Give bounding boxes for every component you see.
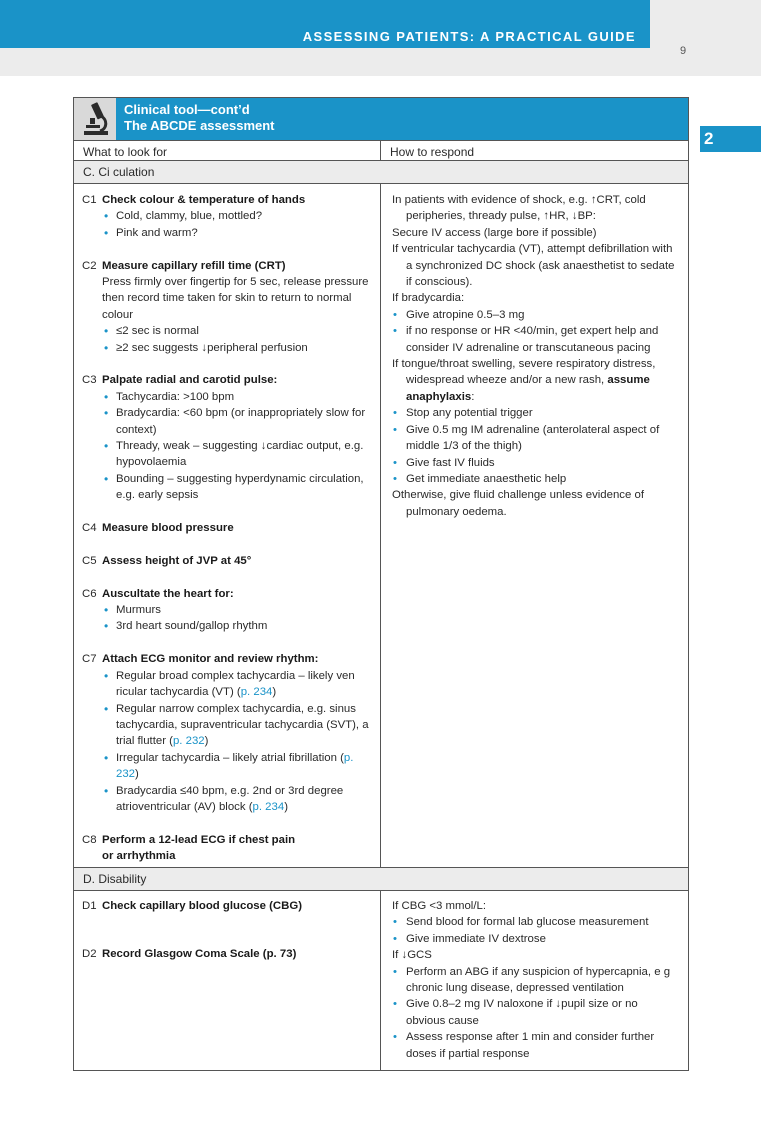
list-item: • Give 0.8–2 mg IV naloxone if ↓pupil size or no obvious cause [392,996,678,1029]
column-header-right: How to respond [381,140,688,161]
list-item: • ≤2 sec is normal [102,323,372,339]
list-item: • Assess response after 1 min and consider further doses if partial response [392,1029,678,1062]
list-item: • ≥2 sec suggests ↓peripheral perfusion [102,340,372,356]
item-description: Press firmly over fingertip for 5 sec, release pressure then record time taken for skin to return to normal colour [102,276,369,321]
check-item-d2: D2 Record Glasgow Coma Scale (p. 73) [82,948,297,961]
section-c-header [74,161,688,183]
check-item-d1: D1 Check capillary blood glucose (CBG) [82,900,303,912]
list-item: • Bradycardia: <60 bpm (or inappropriately slow for context) [102,405,372,438]
list-item: • Get immediate anaesthetic help [392,471,678,487]
divider [74,890,688,891]
divider [74,183,688,184]
list-item: • Regular broad complex tachycardia – likely ven ricular tachycardia (VT) (p. 234) [102,668,372,701]
tool-title-line2: The ABCDE assessment [124,118,275,133]
page-number: 9 [680,45,687,57]
check-item-c6: C6 Auscultate the heart for: • Murmurs • 3rd heart sound/gallop rhythm [82,586,372,635]
list-item: • Cold, clammy, blue, mottled? [102,208,372,224]
list-item: • Thready, weak – suggesting ↓cardiac output, e.g. hypovolaemia [102,438,372,471]
list-item: • Bounding – suggesting hyperdynamic circulation, e.g. early sepsis [102,471,372,504]
list-item: • Tachycardia: >100 bpm [102,389,372,405]
page-reference-link[interactable]: p. 73 [266,948,293,961]
page-reference-link[interactable]: p. 234 [252,800,285,813]
check-item-c2: C2 Measure capillary refill time (CRT) Press firmly over fingertip for 5 sec, release pressure then record time taken for skin to return to normal colour • ≤2 sec is normal • ≥2 sec suggests ↓peripheral perfusion [82,258,372,356]
chapter-tab: 2 [700,126,761,152]
list-item: • 3rd heart sound/gallop rhythm [102,618,372,634]
page-reference-link[interactable]: p. 232 [172,735,205,748]
section-d-header [74,868,688,890]
list-item: • Give 0.5 mg IM adrenaline (anterolateral aspect of middle 1/3 of the thigh) [392,422,678,455]
list-item: • Regular narrow complex tachycardia, e.g. sinus tachycardia, supraventricular tachycardia (SVT), a trial flutter (p. 232) [102,701,372,750]
list-item: • Perform an ABG if any suspicion of hypercapnia, e g chronic lung disease, depressed ventilation [392,964,678,997]
check-item-c5: C5 Assess height of JVP at 45° [82,554,252,567]
list-item: • Give atropine 0.5–3 mg [392,307,678,323]
column-divider [380,140,381,1070]
tool-icon-box [74,98,116,140]
list-item: • if no response or HR <40/min, get expert help and consider IV adrenaline or transcutaneous pacing [392,323,678,356]
page-reference-link[interactable]: p. 234 [240,686,273,699]
list-item: • Give fast IV fluids [392,455,678,471]
section-d-checks [82,898,372,979]
tool-title [116,98,688,140]
section-c-label: C. Ci culation [83,165,155,179]
list-item: • Irregular tachycardia – likely atrial fibrillation (p. 232) [102,750,372,783]
section-d-responses: If CBG <3 mmol/L: • Send blood for formal lab glucose measurement • Give immediate IV dextrose If ↓GCS • Perform an ABG if any suspicion of hypercapnia, e g chronic lung disease, depressed ventilation • Give 0.8–2 mg IV naloxone if ↓pupil size or no obvious cause • Assess response after 1 min and consider further doses if partial response [392,898,678,1062]
column-header-left: What to look for [74,140,381,161]
list-item: • Send blood for formal lab glucose measurement [392,914,678,930]
list-item: • Bradycardia ≤40 bpm, e.g. 2nd or 3rd degree atrioventricular (AV) block (p. 234) [102,783,372,816]
section-c-responses: In patients with evidence of shock, e.g. ↑CRT, cold peripheries, thready pulse, ↑HR, ↓BP: Secure IV access (large bore if possible) If ventricular tachycardia (VT), attempt defibrillation with a synchronized DC shock (ask anaesthetist to sedate if conscious). If bradycardia: • Give atropine 0.5–3 mg • if no response or HR <40/min, get expert help and consider IV adrenaline or transcutaneous pacing If tongue/throat swelling, severe respiratory distress, widespread wheeze and/or a new rash, assume anaphylaxis: • Stop any potential trigger • Give 0.5 mg IM adrenaline (anterolateral aspect of middle 1/3 of the thigh) • Give fast IV fluids • Get immediate anaesthetic help Otherwise, give fluid challenge unless evidence of pulmonary oedema. [392,192,678,520]
running-title: ASSESSING PATIENTS: A PRACTICAL GUIDE [302,29,636,44]
check-item-c8: C8 Perform a 12-lead ECG if chest pain or arrhythmia [82,833,296,863]
list-item: • Pink and warm? [102,225,372,241]
check-item-c1: C1 Check colour & temperature of hands • Cold, clammy, blue, mottled? • Pink and warm? [82,192,372,241]
check-item-c3: C3 Palpate radial and carotid pulse: • Tachycardia: >100 bpm • Bradycardia: <60 bpm (or inappropriately slow for context) • Thready, weak – suggesting ↓cardiac output, e.g. hypovolaemia • Bounding – suggesting hyperdynamic circulation, e.g. early sepsis [82,372,372,503]
clinical-tool-table [73,97,689,1071]
tool-title-line1: Clinical tool—cont’d [124,102,250,117]
check-item-c7: C7 Attach ECG monitor and review rhythm: • Regular broad complex tachycardia – likely ven ricular tachycardia (VT) (p. 234) • Regular narrow complex tachycardia, e.g. sinus tachycardia, supraventricular tachycardia (SVT), a trial flutter (p. 232) • Irregular tachycardia – likely atrial fibrillation (p. 232) • Bradycardia ≤40 bpm, e.g. 2nd or 3rd degree atrioventricular (AV) block (p. 234) [82,651,372,815]
page-reference-link[interactable]: p. 232 [116,751,354,781]
section-d-label: D. Disability [83,872,147,886]
check-item-c4: C4 Measure blood pressure [82,522,234,535]
list-item: • Give immediate IV dextrose [392,931,678,947]
list-item: • Stop any potential trigger [392,405,678,421]
tool-header [74,98,688,140]
microscope-icon [74,98,116,140]
running-header [0,0,650,48]
section-c-checks [82,192,372,865]
list-item: • Murmurs [102,602,372,618]
